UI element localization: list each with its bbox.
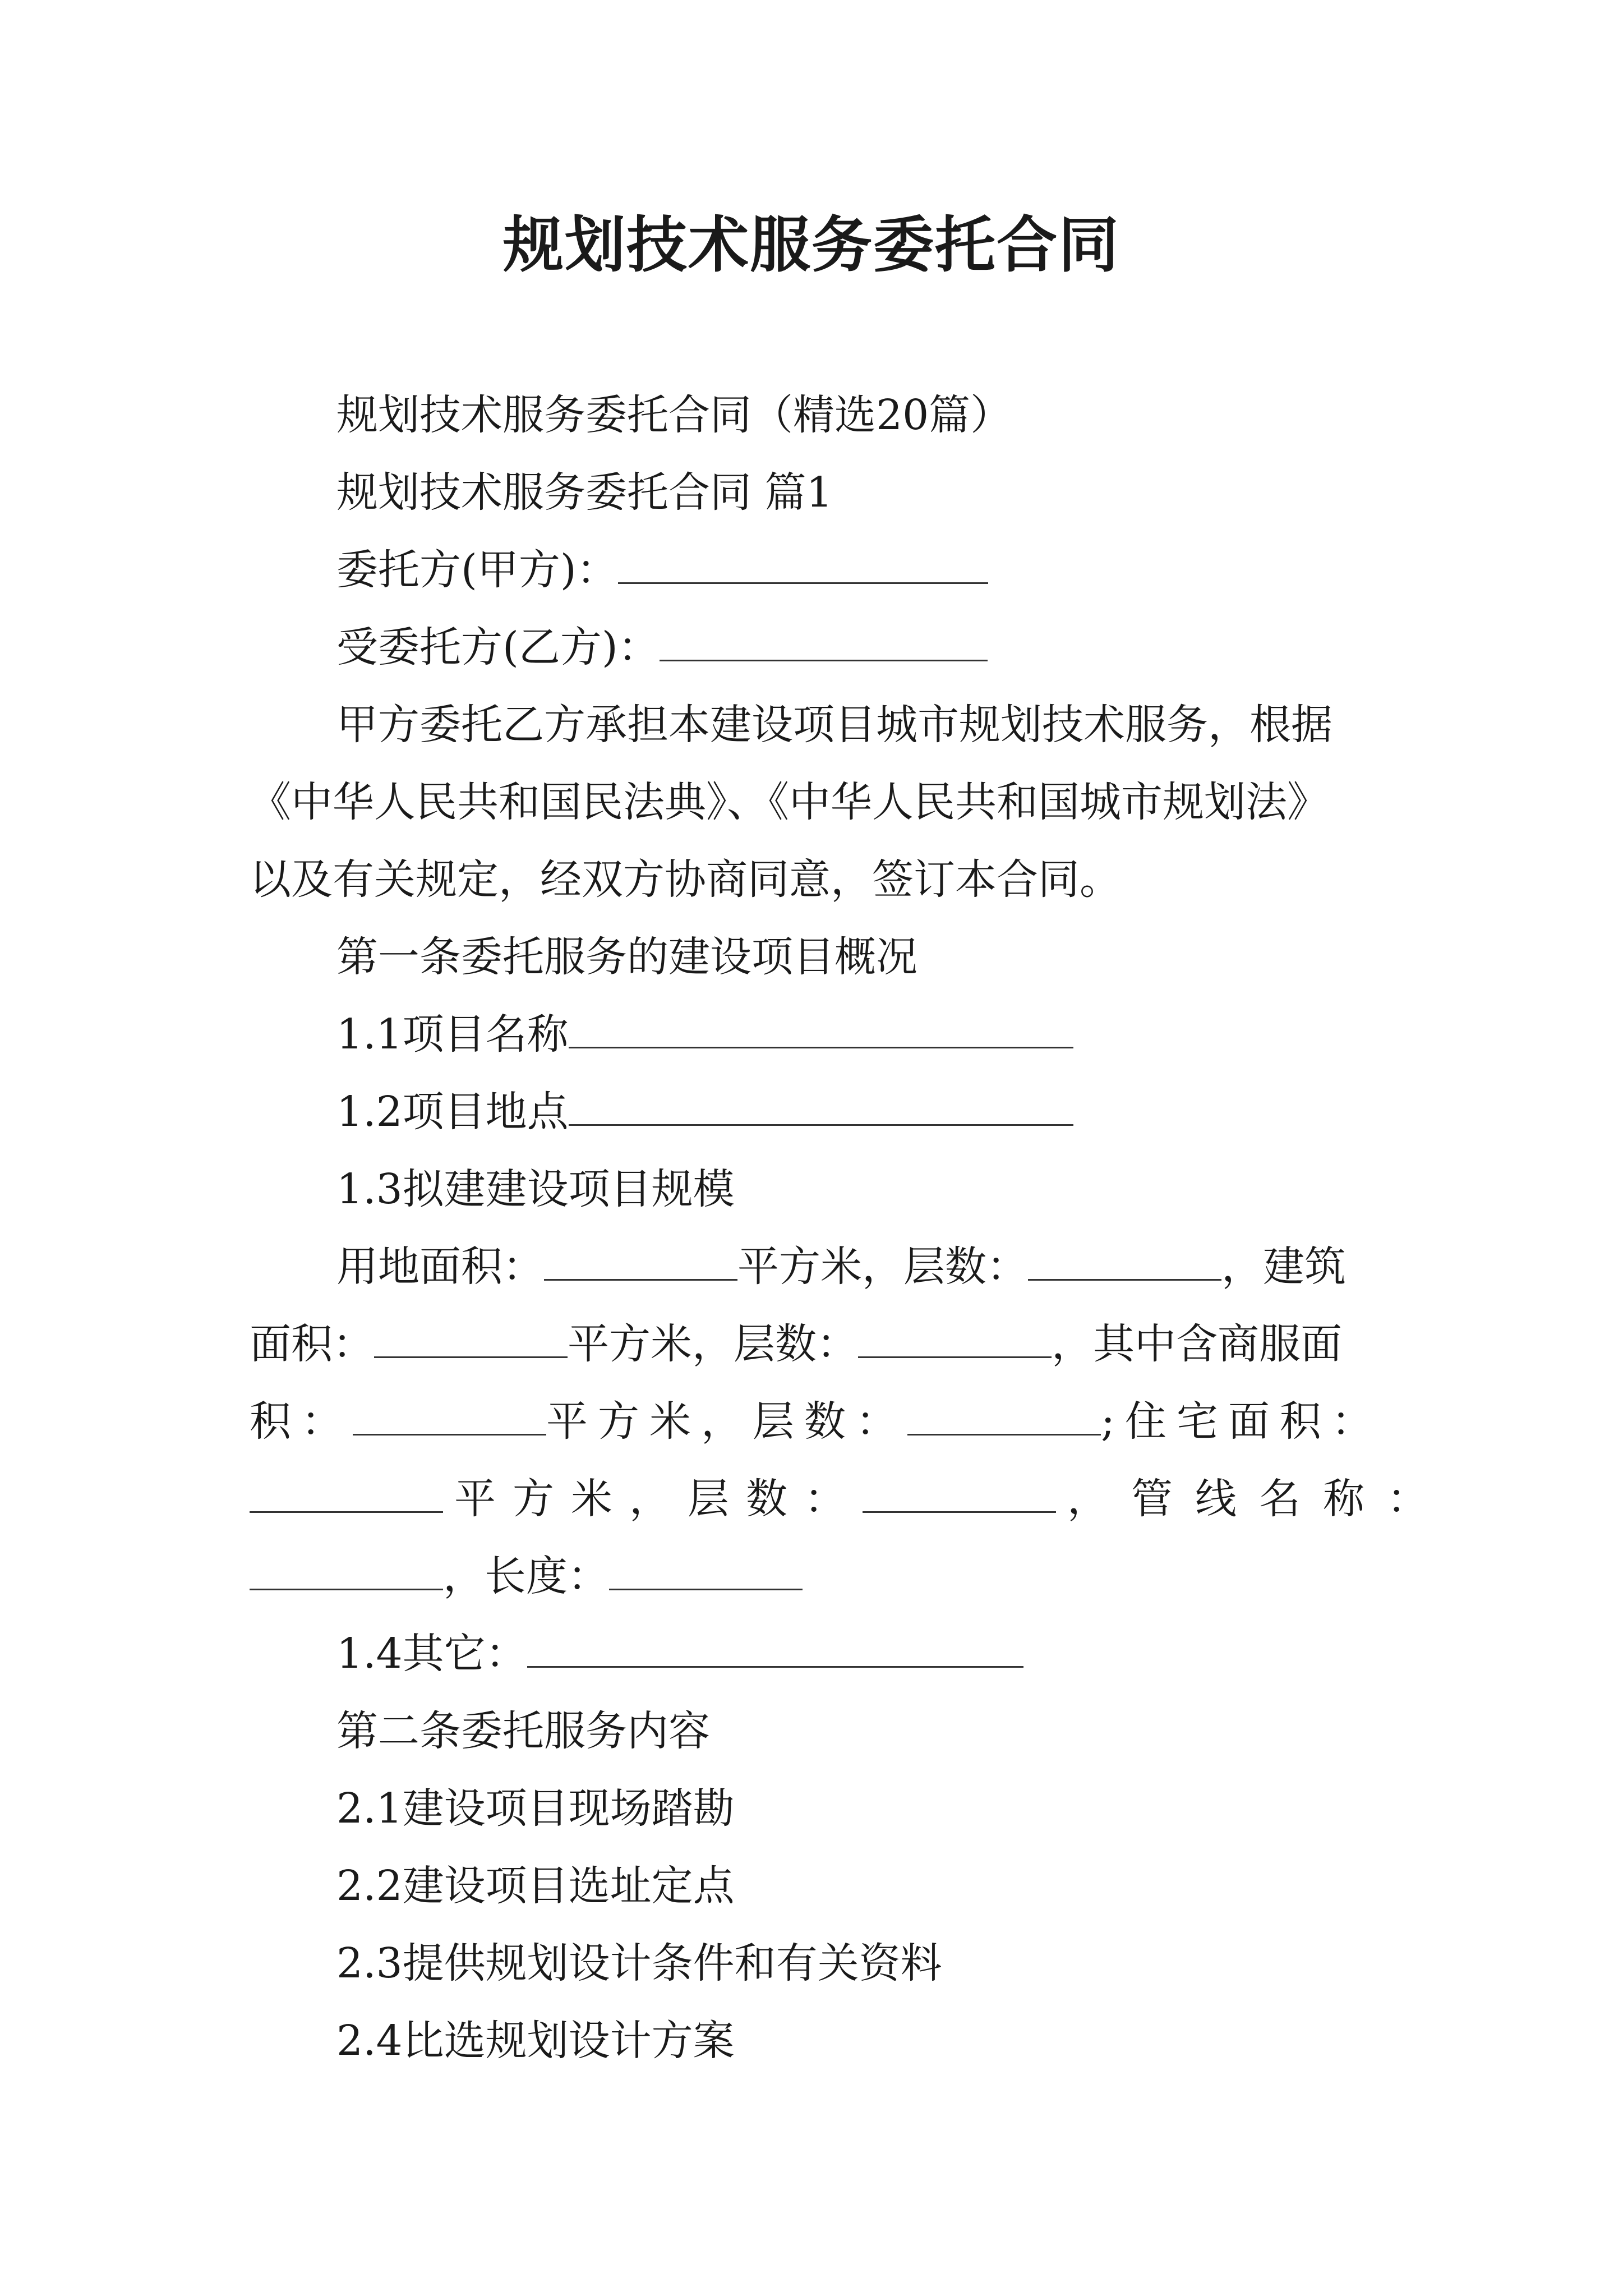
document-title: 规划技术服务委托合同 (502, 210, 1120, 280)
building-area-blank[interactable] (374, 1316, 568, 1358)
scale-line-2 (250, 1316, 1342, 1372)
sqm-floors-label-4: 平方米，层数： (454, 1475, 863, 1523)
length-label: ，长度： (443, 1552, 609, 1600)
sqm-floors-label-3: 平方米，层数： (546, 1397, 907, 1446)
item-1-1-line (336, 1006, 1073, 1062)
project-name-blank[interactable] (569, 1006, 1073, 1048)
document-subtitle: 规划技术服务委托合同（精选20篇） (336, 391, 1012, 439)
item-2-3: 2.3提供规划设计条件和有关资料 (336, 1939, 942, 1987)
residential-area-label: ;住宅面积： (1101, 1397, 1383, 1446)
land-area-label: 用地面积： (336, 1243, 544, 1291)
item-2-1: 2.1建设项目现场踏勘 (336, 1784, 735, 1833)
intro-line-3: 以及有关规定，经双方协商同意，签订本合同。 (250, 855, 1121, 904)
pipeline-name-label: ，管线名称： (1067, 1475, 1451, 1523)
party-b-blank[interactable] (660, 619, 988, 661)
building-label-start: ，建筑 (1221, 1243, 1346, 1291)
floors-blank-3[interactable] (907, 1393, 1101, 1435)
other-blank[interactable] (527, 1626, 1023, 1668)
sqm-floors-label-2: 平方米，层数： (568, 1320, 858, 1368)
building-area-label: 面积： (250, 1320, 374, 1368)
floors-blank-4[interactable] (863, 1471, 1056, 1513)
item-1-3: 1.3拟建建设项目规模 (336, 1165, 735, 1213)
residential-area-blank[interactable] (250, 1471, 443, 1513)
length-blank[interactable] (609, 1548, 803, 1590)
scale-line-4 (250, 1471, 1451, 1527)
party-a-line (336, 542, 988, 598)
commercial-area-label: 积： (250, 1397, 353, 1446)
floors-blank-1[interactable] (1028, 1239, 1221, 1281)
intro-line-2: 《中华人民共和国民法典》、《中华人民共和国城市规划法》 (250, 778, 1329, 826)
scale-line-5 (250, 1548, 803, 1604)
commercial-area-blank[interactable] (353, 1393, 546, 1435)
item-1-2-line (336, 1084, 1073, 1140)
intro-line-1: 甲方委托乙方承担本建设项目城市规划技术服务，根据 (336, 701, 1332, 749)
land-area-blank[interactable] (544, 1239, 737, 1281)
article-1-heading: 第一条委托服务的建设项目概况 (336, 933, 917, 981)
commercial-label-start: ，其中含商服面 (1052, 1320, 1342, 1368)
party-b-label: 受委托方(乙方)： (336, 623, 660, 671)
sqm-floors-label: 平方米，层数： (737, 1243, 1028, 1291)
scale-line-3 (250, 1393, 1383, 1450)
article-2-heading: 第二条委托服务内容 (336, 1707, 710, 1755)
scale-line-1 (336, 1239, 1346, 1295)
item-1-1-label: 1.1项目名称 (336, 1010, 569, 1059)
item-2-2: 2.2建设项目选址定点 (336, 1862, 735, 1910)
item-1-4-line (336, 1626, 1023, 1682)
pipeline-name-blank[interactable] (250, 1548, 443, 1590)
section-heading: 规划技术服务委托合同 篇1 (336, 468, 833, 517)
item-1-2-label: 1.2项目地点 (336, 1088, 569, 1136)
item-2-4: 2.4比选规划设计方案 (336, 2017, 735, 2065)
item-1-4-label: 1.4其它： (336, 1630, 527, 1678)
floors-blank-2[interactable] (858, 1316, 1052, 1358)
party-b-line (336, 619, 988, 675)
project-location-blank[interactable] (569, 1084, 1073, 1126)
party-a-label: 委托方(甲方)： (336, 546, 618, 594)
party-a-blank[interactable] (618, 542, 988, 584)
